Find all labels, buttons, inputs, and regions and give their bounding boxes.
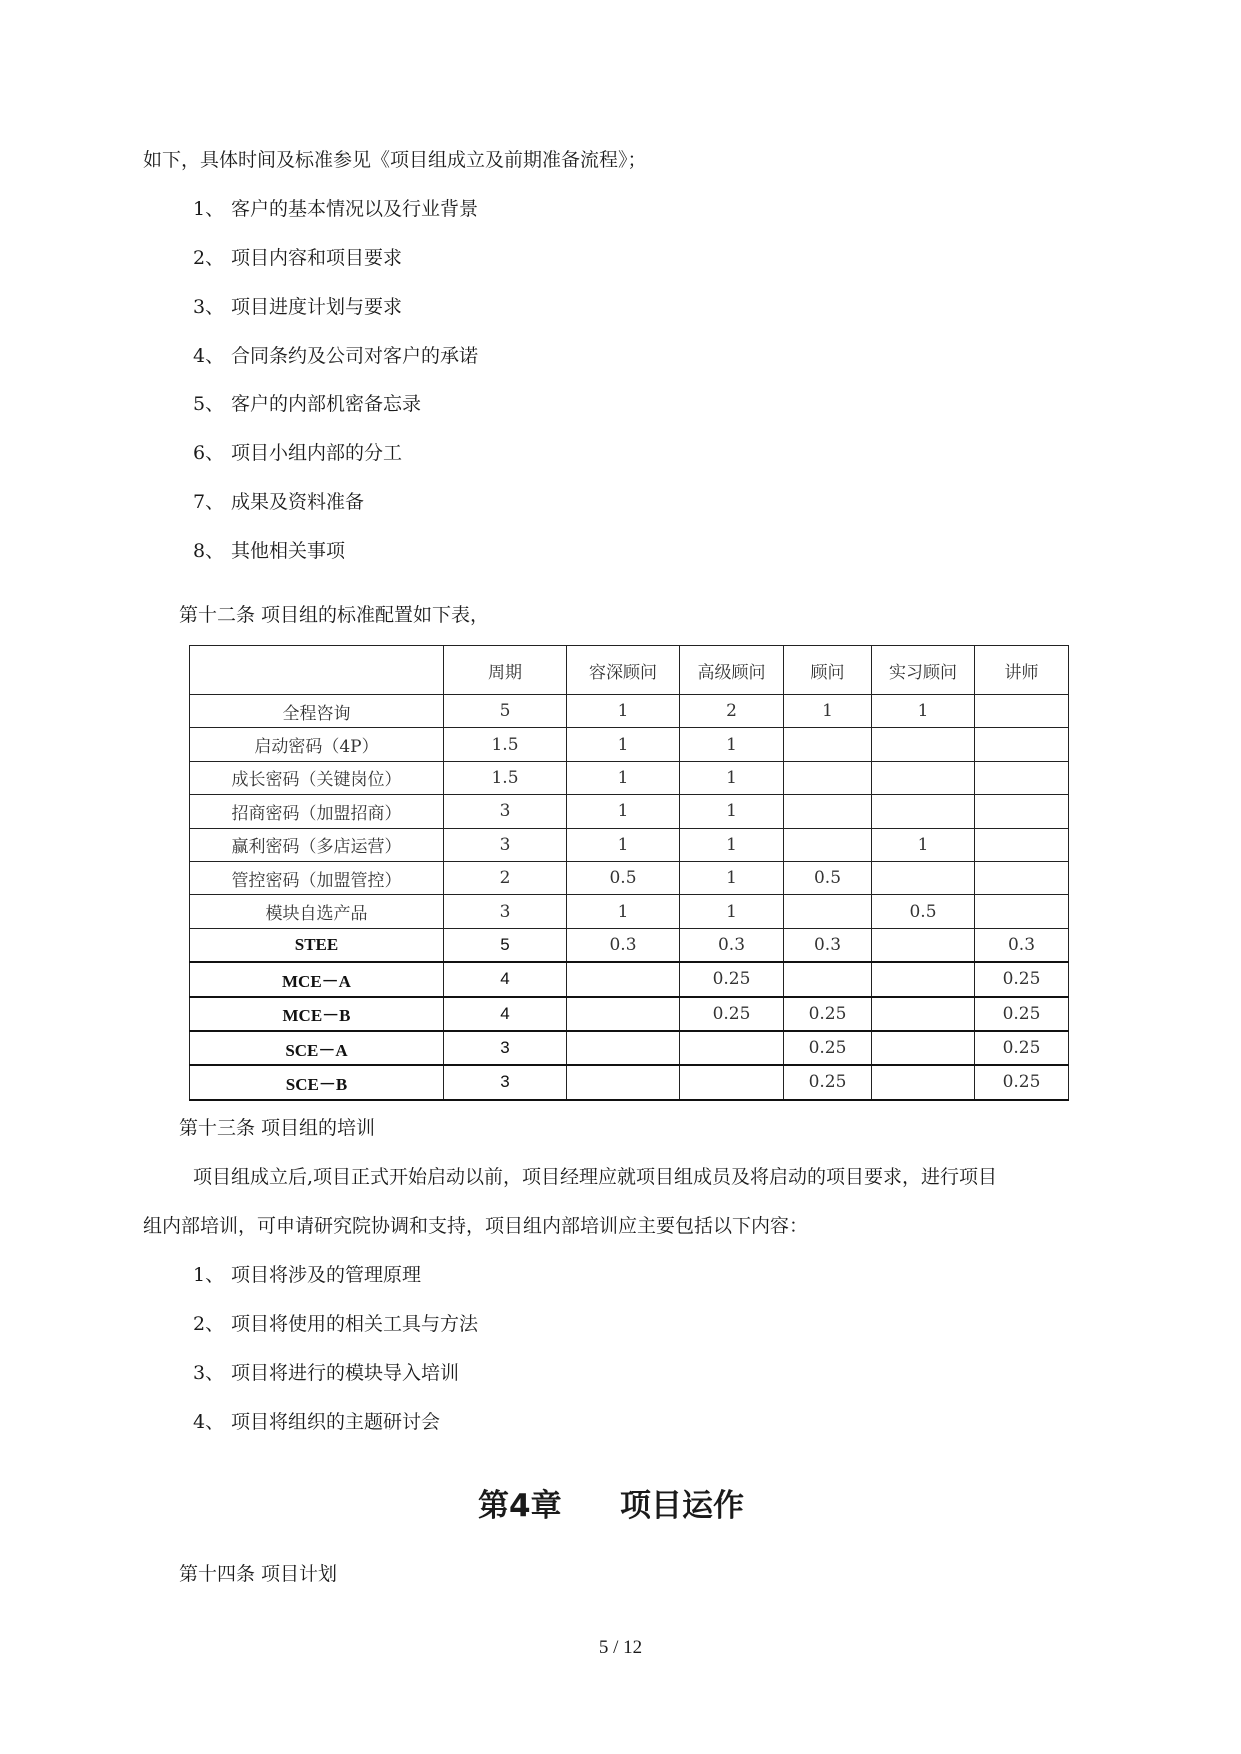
table-cell [680,1031,784,1065]
list-item-number: 1、 [193,198,225,220]
list-item-number: 1、 [193,1264,225,1286]
table-cell: 1 [872,695,975,728]
table-cell: 0.25 [975,962,1069,996]
list-item-text: 项目将涉及的管理原理 [231,1264,422,1286]
table-cell [975,761,1069,794]
list-item-text: 成果及资料准备 [231,491,365,513]
table-cell: 赢利密码（多店运营） [190,828,444,861]
table-cell: 2 [680,695,784,728]
table-cell: 0.25 [784,1031,872,1065]
list-item-number: 7、 [193,491,225,513]
chapter-title: 项目运作 [620,1488,744,1524]
table-cell: 1 [567,828,680,861]
intro-line: 如下，具体时间及标准参见《项目组成立及前期准备流程》； [143,149,647,171]
list-item-text: 项目小组内部的分工 [231,442,403,464]
table-cell: 5 [444,695,567,728]
table-cell [872,761,975,794]
table-cell [567,1065,680,1099]
table-cell: SCE－A [190,1031,444,1065]
chapter-number: 第4章 [478,1488,562,1524]
table-cell [872,1031,975,1065]
table-cell [872,728,975,761]
list-item-number: 8、 [193,540,225,562]
table-cell: 3 [444,895,567,928]
table-cell: 1.5 [444,761,567,794]
table-cell: 3 [444,1031,567,1065]
table-cell [784,728,872,761]
list-item-text: 项目将进行的模块导入培训 [231,1362,460,1384]
list-item-number: 6、 [193,442,225,464]
list-item [193,441,402,465]
table-cell: 启动密码（4P） [190,728,444,761]
table-cell: 0.25 [680,997,784,1031]
table-cell [975,728,1069,761]
list-item-text: 客户的内部机密备忘录 [231,393,422,415]
table-cell: 1 [680,895,784,928]
table-cell: 1.5 [444,728,567,761]
table-cell [975,861,1069,894]
table-row [190,761,1069,794]
list-item [193,392,421,416]
table-cell: 0.5 [567,861,680,894]
table-cell [680,1065,784,1099]
table-cell [872,997,975,1031]
table-cell: STEE [190,928,444,962]
table-header-cell: 容深顾问 [567,646,680,695]
table-cell: 2 [444,861,567,894]
table-cell [975,795,1069,828]
table-cell: 模块自选产品 [190,895,444,928]
table-row [190,928,1069,962]
article-13-heading: 第十三条 项目组的培训 [179,1117,376,1139]
page-number: 5 / 12 [598,1637,643,1658]
list-item-number: 4、 [193,1411,225,1433]
training-paragraph-line-2: 组内部培训，可申请研究院协调和支持，项目组内部培训应主要包括以下内容： [143,1215,809,1237]
table-cell [784,795,872,828]
table-cell: 0.25 [680,962,784,996]
table-cell: MCE－A [190,962,444,996]
table-cell: SCE－B [190,1065,444,1099]
table-cell: 1 [680,795,784,828]
list-item-number: 2、 [193,247,225,269]
table-cell [872,928,975,962]
table-cell: 1 [567,895,680,928]
table-row [190,895,1069,928]
table-cell: 1 [872,828,975,861]
table-cell: 0.25 [975,1065,1069,1099]
table-cell: 管控密码（加盟管控） [190,861,444,894]
list-item-text: 项目将使用的相关工具与方法 [231,1313,479,1335]
list-item [193,490,364,514]
list-item [193,1361,459,1385]
table-cell [872,1065,975,1099]
table-row [190,997,1069,1031]
table-row [190,795,1069,828]
table-row [190,861,1069,894]
article-14-heading: 第十四条 项目计划 [179,1563,338,1585]
table-cell [872,962,975,996]
list-item-number: 3、 [193,296,225,318]
table-cell: 1 [567,728,680,761]
table-cell [567,962,680,996]
list-item [193,246,402,270]
list-item [193,1263,421,1287]
table-row [190,695,1069,728]
table-cell [567,997,680,1031]
list-item-number: 5、 [193,393,225,415]
list-item-text: 合同条约及公司对客户的承诺 [231,345,479,367]
list-item [193,295,402,319]
table-cell: 4 [444,997,567,1031]
table-cell: 1 [680,728,784,761]
table-cell [567,1031,680,1065]
table-cell: 1 [680,828,784,861]
list-item [193,197,478,221]
list-item-number: 4、 [193,345,225,367]
table-cell [975,695,1069,728]
table-header-row [190,646,1069,695]
table-cell: 0.3 [567,928,680,962]
table-cell: 0.25 [975,997,1069,1031]
table-cell [975,828,1069,861]
table-cell [872,861,975,894]
table-cell: 4 [444,962,567,996]
list-item-text: 项目进度计划与要求 [231,296,403,318]
table-cell: 5 [444,928,567,962]
list-item-text: 项目内容和项目要求 [231,247,403,269]
list-item [193,539,345,563]
table-row [190,962,1069,996]
list-item [193,344,478,368]
table-header-cell: 讲师 [975,646,1069,695]
training-paragraph-line-1: 项目组成立后,项目正式开始启动以前，项目经理应就项目组成员及将启动的项目要求，进行项目 [193,1166,998,1188]
table-cell [784,761,872,794]
list-item-text: 项目将组织的主题研讨会 [231,1411,441,1433]
table-cell [872,795,975,828]
list-item [193,1410,440,1434]
table-cell: MCE－B [190,997,444,1031]
table-cell: 1 [567,695,680,728]
table-cell: 3 [444,795,567,828]
table-header-cell: 顾问 [784,646,872,695]
list-item [193,1312,478,1336]
table-header-cell: 高级顾问 [680,646,784,695]
table-cell: 1 [784,695,872,728]
table-row [190,1065,1069,1099]
list-item-number: 3、 [193,1362,225,1384]
table-row [190,828,1069,861]
table-cell: 招商密码（加盟招商） [190,795,444,828]
table-cell: 1 [680,861,784,894]
table-row [190,1031,1069,1065]
table-cell: 0.25 [784,997,872,1031]
table-cell: 全程咨询 [190,695,444,728]
table-cell [975,895,1069,928]
table-cell: 1 [567,795,680,828]
table-cell [784,828,872,861]
list-item-text: 客户的基本情况以及行业背景 [231,198,479,220]
article-12-heading: 第十二条 项目组的标准配置如下表， [179,604,490,626]
list-item-text: 其他相关事项 [231,540,346,562]
table-cell: 成长密码（关键岗位） [190,761,444,794]
standard-configuration-table [189,645,1069,1101]
table-header-cell: 实习顾问 [872,646,975,695]
table-cell: 0.5 [784,861,872,894]
table-cell: 0.25 [784,1065,872,1099]
table-cell: 3 [444,1065,567,1099]
table-cell: 0.3 [680,928,784,962]
list-item-number: 2、 [193,1313,225,1335]
table-cell [784,962,872,996]
table-cell: 0.5 [872,895,975,928]
table-header-cell: 周期 [444,646,567,695]
table-header-cell [190,646,444,695]
table-cell: 0.3 [975,928,1069,962]
table-cell [784,895,872,928]
table-row [190,728,1069,761]
table-cell: 0.3 [784,928,872,962]
table-cell: 1 [680,761,784,794]
table-cell: 3 [444,828,567,861]
table-cell: 1 [567,761,680,794]
table-cell: 0.25 [975,1031,1069,1065]
